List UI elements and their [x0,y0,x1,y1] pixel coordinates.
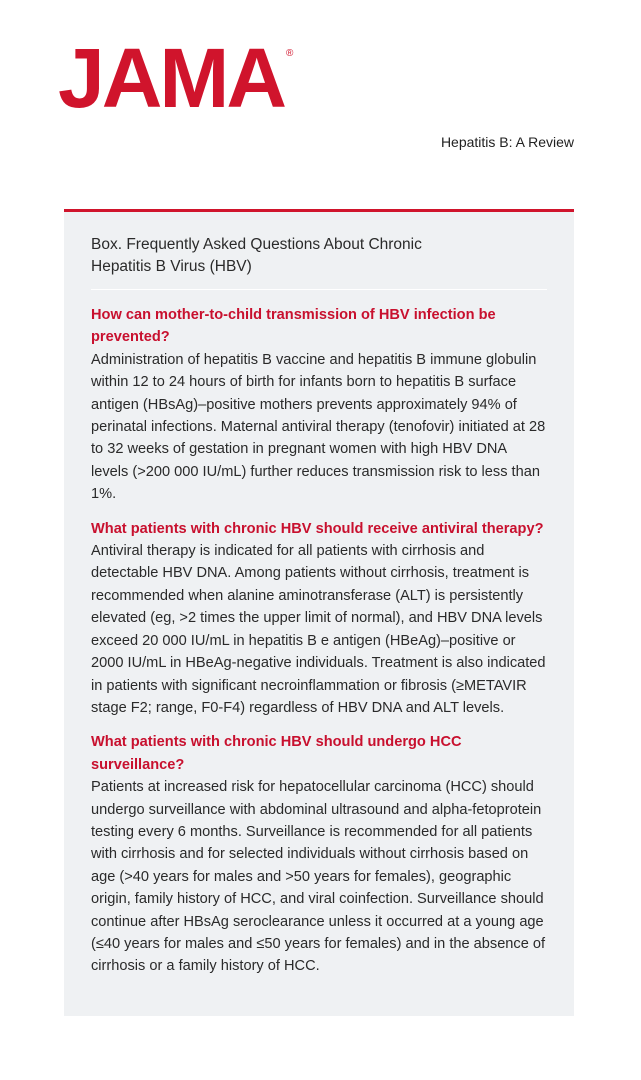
faq-answer: Administration of hepatitis B vaccine and hepatitis B immune globulin within 12 to 24 hours of birth for infants born to hepatitis B surface antigen (HBsAg)–positive mothers prevents approximately 94% of perinatal infections. Maternal antiviral therapy (tenofovir) initiated at 28 to 32 weeks of gestation in pregnant women with high HBV DNA levels (>200 000 IU/mL) further reduces transmission risk to less than 1%. [91,351,546,503]
faq-item [91,731,547,977]
faq-item [91,518,547,720]
faq-question: How can mother-to-child transmission of HBV infection be prevented? [91,307,496,346]
box-title: Box. Frequently Asked Questions About Chronic Hepatitis B Virus (HBV) [91,236,422,275]
faq-question: What patients with chronic HBV should receive antiviral therapy? [91,520,544,537]
jama-logo [58,31,294,125]
logo-wordmark: JAMA [58,31,285,125]
faq-item [91,304,547,506]
faq-question: What patients with chronic HBV should undergo HCC surveillance? [91,734,462,773]
faq-box [64,209,574,1016]
faq-answer: Antiviral therapy is indicated for all patients with cirrhosis and detectable HBV DNA. Among patients without cirrhosis, treatment is recommended when alanine aminotransferase (ALT) is persistently elevated (eg, >2 times the upper limit of normal), and HBV DNA levels exceed 20 000 IU/mL in hepatitis B e antigen (HBeAg)–positive or 2000 IU/mL in HBeAg-negative individuals. Treatment is also indicated in patients with significant necroinflammation or fibrosis (≥METAVIR stage F2; range, F0-F4) regardless of HBV DNA and ALT levels. [91,543,546,716]
faq-answer: Patients at increased risk for hepatocellular carcinoma (HCC) should undergo surveillance with abdominal ultrasound and alpha-fetoprotein testing every 6 months. Surveillance is recommended for all patients with cirrhosis and for selected individuals without cirrhosis based on age (>40 years for males and >50 years for females), geographic origin, family history of HCC, and viral coinfection. Surveillance should continue after HBsAg seroclearance unless it occurred at a young age (≤40 years for males and ≤50 years for females) and in the absence of cirrhosis or a family history of HCC. [91,779,546,975]
running-head: Hepatitis B: A Review [440,134,574,150]
registered-mark: ® [286,48,294,59]
title-divider [91,289,547,290]
